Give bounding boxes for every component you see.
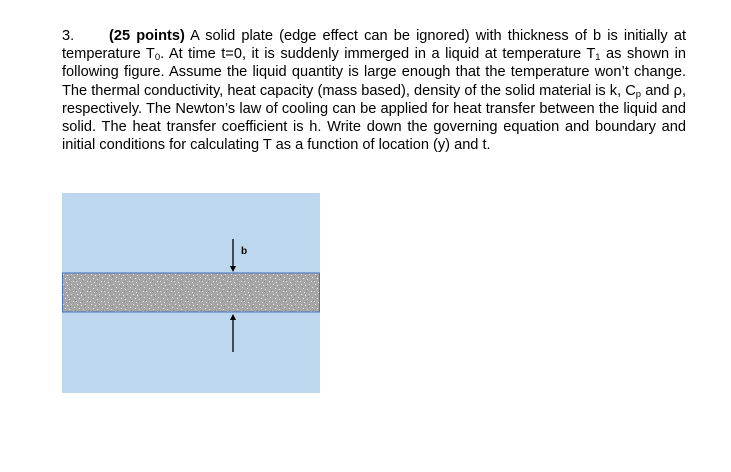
problem-text-4: and ρ, respectively. The Newton’s law of cooling can be applied for heat transfer between the liquid and solid. The heat transfer coefficient is h. Write down the governing equation and boundary and initial conditions for calculating T as a function of location (y) and t. (62, 82, 686, 154)
subscript-T0: 0 (154, 52, 161, 64)
problem-number: 3. (62, 28, 75, 44)
problem-text-3: as shown in following figure. Assume the liquid quantity is large enough that the temperature won’t change. The thermal conductivity, heat capacity (mass based), density of the solid material is k, C (62, 46, 686, 99)
problem-text-2: . At time t=0, it is suddenly immerged in a liquid at temperature T (160, 46, 596, 63)
problem-statement (62, 27, 686, 154)
solid-plate (63, 273, 320, 312)
subscript-T1: 1 (595, 52, 601, 64)
plate-figure (62, 193, 320, 393)
problem-points: (25 points) (109, 28, 185, 44)
subscript-Cp: p (635, 88, 642, 100)
thickness-label: b (241, 246, 248, 257)
problem-text-1: A solid plate (edge effect can be ignored) with thickness of b is initially at temperature T (62, 28, 686, 63)
